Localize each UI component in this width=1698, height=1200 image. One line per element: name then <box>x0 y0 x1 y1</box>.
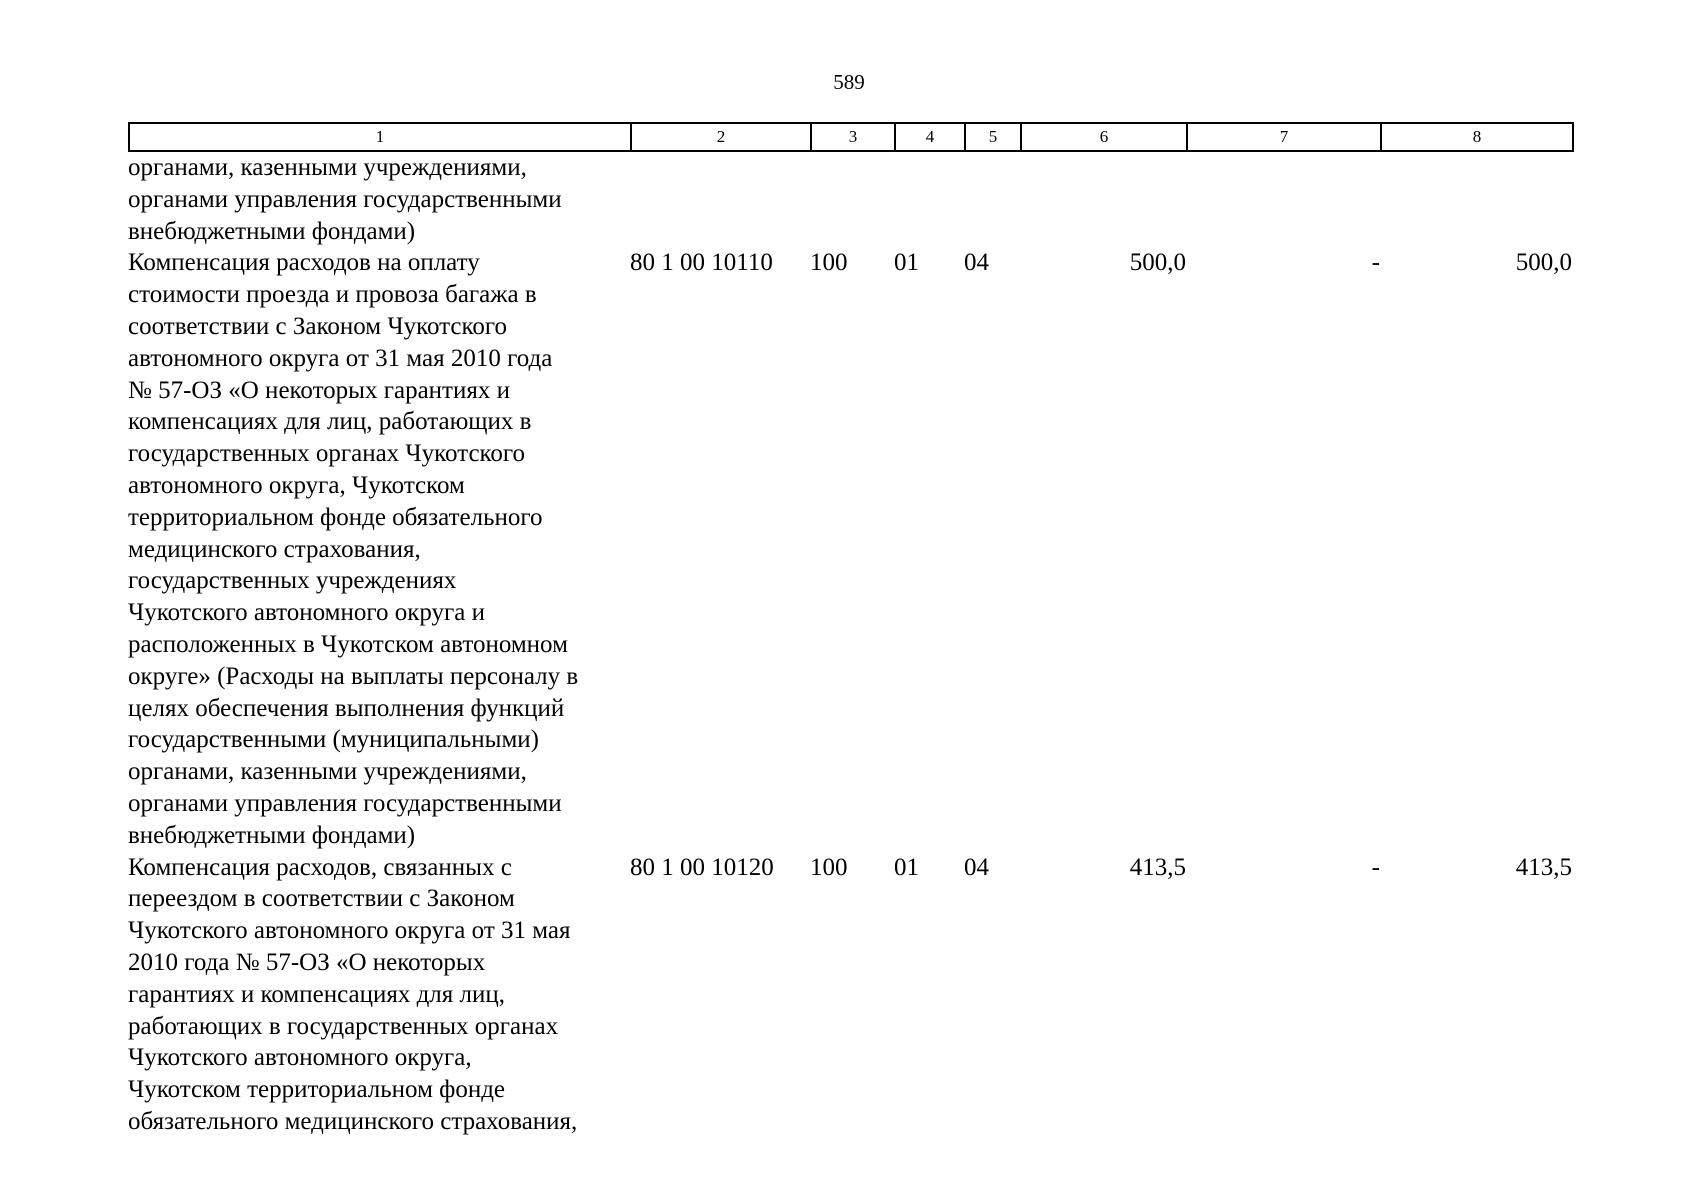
row-amount-total: 500,0 <box>1129 249 1186 277</box>
column-number-8: 8 <box>1381 123 1573 151</box>
row-expense-type: 100 <box>810 249 848 277</box>
row-target-article <box>630 152 810 247</box>
budget-table <box>128 152 1572 1138</box>
table-row <box>128 152 1572 247</box>
row-expense-type <box>810 152 894 247</box>
page-number: 589 <box>833 70 865 94</box>
row-expense-type: 100 <box>810 853 848 881</box>
row-amount-change: - <box>1371 249 1380 277</box>
row-description: Компенсация расходов, связанных с переездом в соответствии с Законом Чукотского автономного округа от 31 мая 2010 года № 57-ОЗ «О некоторых гарантиях и компенсациях для лиц, работающих в государственных органах Чукотского автономного округа, Чукотском территориальном фонде обязательного медицинского страхования, <box>128 853 578 1135</box>
column-number-3: 3 <box>811 123 895 151</box>
table-row <box>128 852 1572 1138</box>
row-amount-final <box>1380 152 1572 247</box>
column-number-7: 7 <box>1187 123 1381 151</box>
column-number-6: 6 <box>1021 123 1187 151</box>
row-section <box>894 152 964 247</box>
row-subsection: 04 <box>964 853 989 881</box>
row-section: 01 <box>894 853 919 881</box>
column-number-5: 5 <box>965 123 1021 151</box>
row-target-article: 80 1 00 10110 <box>630 249 773 277</box>
column-number-2: 2 <box>631 123 811 151</box>
row-section: 01 <box>894 249 919 277</box>
row-amount-final: 413,5 <box>1515 853 1572 881</box>
row-amount-total <box>1020 152 1186 247</box>
row-target-article: 80 1 00 10120 <box>630 853 774 881</box>
row-amount-final: 500,0 <box>1515 249 1572 277</box>
row-description: Компенсация расходов на оплату стоимости проезда и провоза багажа в соответствии с Законом Чукотского автономного округа от 31 мая 2010 года № 57-ОЗ «О некоторых гарантиях и компенсациях для лиц, работающих в государственных органах Чукотского автономного округа, Чукотском территориальном фонде обязательного медицинского страхования, государственных учреждениях Чукотского автономного округа и расположенных в Чукотском автономном округе» (Расходы на выплаты персоналу в целях обеспечения выполнения функций государственными (муниципальными) органами, казенными учреждениями, органами управления государственными внебюджетными фондами) <box>128 249 579 849</box>
column-number-1: 1 <box>129 123 631 151</box>
row-subsection <box>964 152 1020 247</box>
table-row <box>128 247 1572 851</box>
row-subsection: 04 <box>964 249 989 277</box>
row-amount-change <box>1186 152 1380 247</box>
column-number-4: 4 <box>895 123 965 151</box>
row-amount-change: - <box>1371 853 1380 881</box>
row-amount-total: 413,5 <box>1129 853 1186 881</box>
column-number-header <box>128 122 1574 152</box>
row-description: органами, казенными учреждениями, органами управления государственными внебюджетными фондами) <box>128 154 562 245</box>
